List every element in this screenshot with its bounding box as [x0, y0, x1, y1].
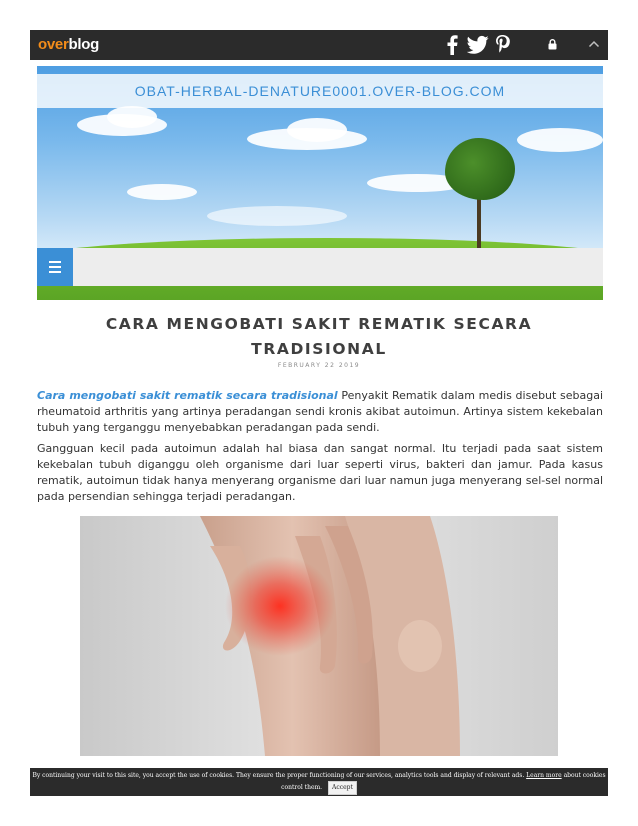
paragraph-2: Gangguan kecil pada autoimun adalah hal biasa dan sangat normal. Itu terjadi pada saat sistem kekebalan tubuh diganggu oleh organisme dari luar seperti virus, bakteri dan jamur. Pada kasus rematik, autoimun tidak hanya menyerang organisme dari luar namun juga menyerang sel-sel normal pada persendian sehingga terjadi peradangan.	[37, 442, 603, 503]
tree-crown	[445, 138, 515, 200]
lock-icon[interactable]	[548, 39, 557, 59]
chevron-up-icon[interactable]	[588, 38, 600, 58]
learn-more-link[interactable]: Learn more	[526, 772, 562, 779]
paragraph-1-text: Penyakit Rematik dalam medis disebut sebagai rheumatoid arthritis yang artinya peradangan sendi kronis akibat autoimun. Artinya sistem kekebalan tubuh yang terganggu menyebabkan peradangan pada sendi.	[37, 389, 603, 434]
logo-text-blog: blog	[68, 36, 99, 53]
cookie-text: By continuing your visit to this site, you accept the use of cookies. They ensure the proper functioning of our services, analytics tools and display of relevant ads.	[32, 772, 525, 779]
navigation-bar	[37, 248, 603, 286]
cloud	[127, 184, 197, 200]
pinterest-icon[interactable]	[496, 35, 510, 55]
cloud	[107, 106, 157, 128]
menu-line	[49, 266, 61, 268]
header-banner-image	[37, 66, 603, 300]
knee-pain-photo	[80, 516, 558, 756]
accept-button[interactable]: Accept	[328, 781, 357, 795]
hamburger-menu-icon[interactable]	[37, 248, 73, 286]
twitter-icon[interactable]	[467, 35, 489, 55]
post-title: CARA MENGOBATI SAKIT REMATIK SECARA TRADISIONAL	[105, 315, 533, 358]
cloud	[207, 206, 347, 226]
site-title[interactable]: OBAT-HERBAL-DENATURE0001.OVER-BLOG.COM	[134, 83, 506, 99]
logo-text-over: over	[38, 36, 69, 53]
top-bar	[30, 30, 608, 60]
menu-line	[49, 261, 61, 263]
overblog-logo[interactable]	[38, 35, 99, 55]
cloud	[287, 118, 347, 142]
menu-line	[49, 271, 61, 273]
cookie-text-after: about cookies control them.	[281, 772, 606, 791]
facebook-icon[interactable]	[446, 35, 458, 55]
cloud	[517, 128, 603, 152]
post-date: FEBRUARY 22 2019	[277, 362, 361, 369]
cookie-consent-bar	[30, 768, 608, 796]
lead-link[interactable]: Cara mengobati sakit rematik secara tradisional	[37, 389, 338, 402]
paragraph-1	[37, 388, 603, 436]
